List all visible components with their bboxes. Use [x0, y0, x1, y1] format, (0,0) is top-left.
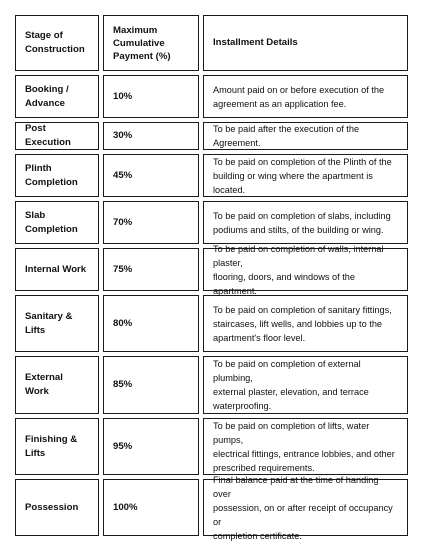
table-row: [15, 75, 408, 118]
stage-label: Internal Work: [25, 263, 87, 275]
stage-cell: [15, 418, 99, 475]
table-row: [15, 154, 408, 197]
details-text: To be paid on completion of the Plinth of the building or wing where the apartment is located.: [213, 156, 392, 195]
payment-cell: [103, 201, 199, 244]
details-text: To be paid on completion of external plumbing, external plaster, elevation, and terrace waterproofing.: [213, 359, 369, 411]
payment-cell: [103, 154, 199, 197]
stage-cell: [15, 479, 99, 536]
details-cell: [203, 474, 408, 541]
payment-cell: [103, 122, 199, 150]
details-text: To be paid after the execution of the Agreement.: [213, 124, 360, 148]
payment-value: 95%: [113, 440, 133, 452]
header-payment-cell: [103, 15, 199, 71]
stage-cell: [15, 248, 99, 291]
details-text: To be paid on completion of walls, internal plaster, flooring, doors, and windows of the apartment.: [213, 243, 384, 296]
stage-cell: [15, 201, 99, 244]
details-cell: [203, 154, 408, 197]
payment-value: 30%: [113, 130, 133, 141]
payment-value: 45%: [113, 169, 133, 181]
table-row: [15, 243, 408, 296]
table-row: [15, 295, 408, 352]
header-payment-label: Maximum Cumulative Payment (%): [113, 25, 171, 62]
stage-label: Plinth Completion: [25, 162, 78, 188]
stage-label: Slab Completion: [25, 209, 78, 235]
table-row: [15, 474, 408, 541]
header-stage-label: Stage of Construction: [25, 30, 85, 55]
details-text: To be paid on completion of slabs, including podiums and stilts, of the building or wing.: [213, 210, 391, 235]
payment-cell: [103, 356, 199, 414]
payment-value: 75%: [113, 263, 133, 275]
table-header-row: [15, 15, 408, 71]
details-cell: [203, 295, 408, 352]
stage-cell: [15, 356, 99, 414]
stage-cell: [15, 75, 99, 118]
header-stage-cell: [15, 15, 99, 71]
stage-label: External Work: [25, 372, 63, 397]
payment-value: 80%: [113, 317, 133, 329]
details-text: Amount paid on or before execution of the agreement as an application fee.: [213, 84, 385, 109]
payment-cell: [103, 418, 199, 475]
details-cell: [203, 75, 408, 118]
header-details-label: Installment Details: [213, 37, 298, 48]
table-row: [15, 356, 408, 414]
header-details-cell: [203, 15, 408, 71]
payment-value: 70%: [113, 216, 133, 228]
stage-label: Post Execution: [25, 123, 71, 148]
details-text: To be paid on completion of sanitary fittings, staircases, lift wells, and lobbies up to the apartment's floor level.: [213, 304, 392, 343]
details-text: Final balance paid at the time of handing over possession, on or after receipt of occupancy or completion certificate.: [213, 474, 393, 541]
payment-value: 85%: [113, 379, 133, 390]
payment-cell: [103, 295, 199, 352]
details-cell: [203, 243, 408, 296]
details-cell: [203, 418, 408, 475]
details-text: To be paid on completion of lifts, water pumps, electrical fittings, entrance lobbies, and other prescribed requirements.: [213, 420, 395, 473]
payment-cell: [103, 248, 199, 291]
details-cell: [203, 122, 408, 150]
payment-cell: [103, 75, 199, 118]
details-cell: [203, 201, 408, 244]
payment-cell: [103, 479, 199, 536]
stage-cell: [15, 295, 99, 352]
stage-label: Finishing & Lifts: [25, 433, 78, 459]
table-row: [15, 418, 408, 475]
table-row: [15, 201, 408, 244]
stage-cell: [15, 122, 99, 150]
payment-value: 10%: [113, 90, 133, 102]
stage-label: Possession: [25, 501, 79, 513]
details-cell: [203, 356, 408, 414]
stage-label: Booking / Advance: [25, 83, 69, 109]
stage-cell: [15, 154, 99, 197]
table-row: [15, 122, 408, 150]
payment-value: 100%: [113, 501, 138, 513]
stage-label: Sanitary & Lifts: [25, 310, 73, 336]
